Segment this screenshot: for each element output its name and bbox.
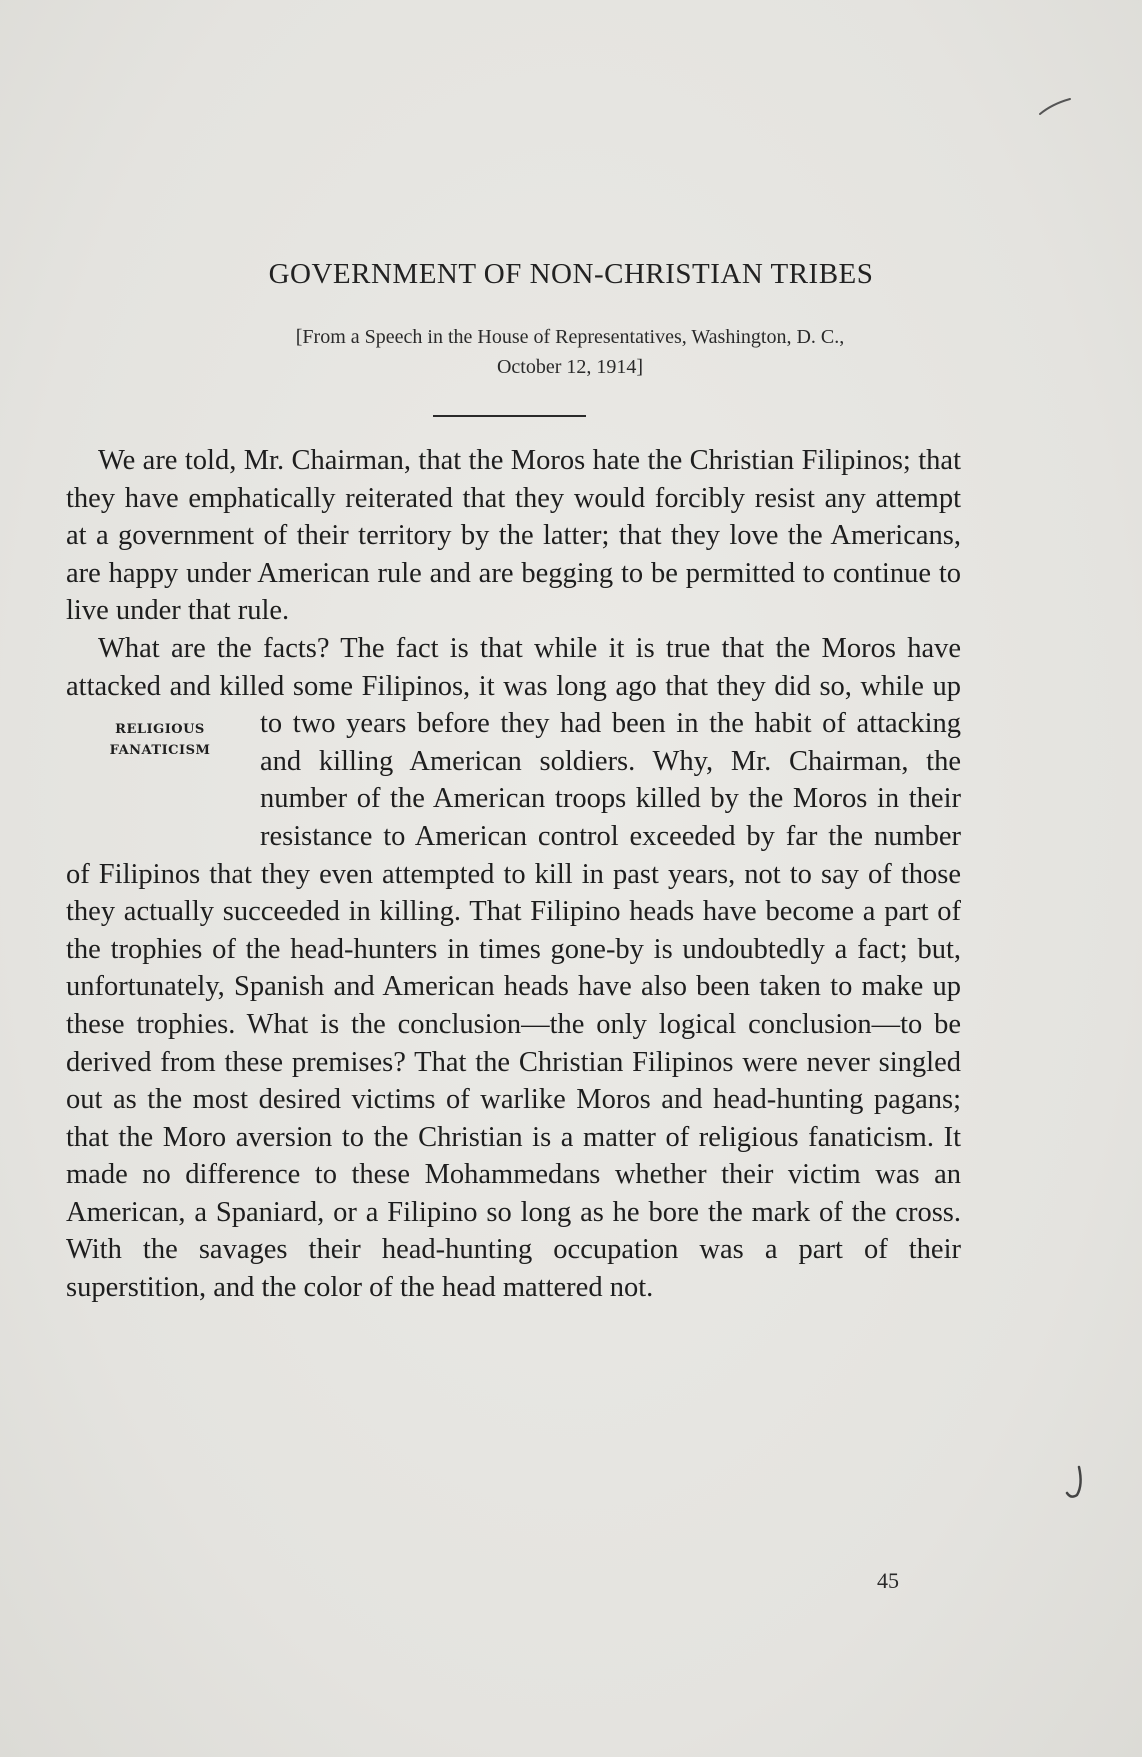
margin-note-line-1: RELIGIOUS	[115, 722, 205, 738]
paragraph-2-continued: they had been in the habit of attacking and killing American soldiers. Why, Mr. Chairman, the number of the American troops killed by the Moros in their resistance to American control exceeded by far the number of Filipinos that they even attempted to kill in past years, not to say of those they actually succeeded in killing. That Filipino heads have become a part of the trophies of the head-hunters in times gone-by is undoubtedly a fact; but, unfortunately, Spanish and American heads have also been taken to make up these trophies. What is the conclusion—the only logical conclusion—to be derived from these premises? That the Christian Filipinos were never singled out as the most desired victims of warlike Moros and head-hunting pagans; that the Moro aversion to the Christian is a matter of religious fanaticism. It made no difference to these Mohammedans whether their victim was an American, a Spaniard, or a Filipino so long as he bore the mark of the cross. With the savages their head-hunting occupation was a part of their superstition, and the color of the head mattered not.	[66, 708, 961, 1304]
pencil-mark	[1038, 96, 1072, 118]
title-divider	[433, 415, 586, 417]
paragraph-1: We are told, Mr. Chairman, that the Moros hate the Christian Filipinos; that they have emphatically reiterated that they would forcibly resist any attempt at a government of their territory by the latter; that they love the Americans, are happy under American rule and are begging to be permitted to continue to live under that rule.	[66, 445, 961, 627]
paragraph-2	[66, 630, 961, 1307]
page-number: 45	[877, 1568, 899, 1593]
source-note-line-1: [From a Speech in the House of Representatives, Washington, D. C.,	[295, 326, 845, 348]
paragraph-2-text: What are the facts? The fact is that while it is true that the Moros have attacked and killed some Filipinos, it was long ago that they did so, while up to two years before	[66, 632, 961, 740]
margin-note-line-2: FANATICISM	[109, 743, 211, 759]
pencil-mark	[1063, 1463, 1087, 1503]
body-text	[66, 442, 961, 1307]
source-note	[100, 322, 1040, 382]
source-note-line-2: October 12, 1914]	[496, 356, 644, 378]
page-title: GOVERNMENT OF NON-CHRISTIAN TRIBES	[268, 258, 874, 290]
margin-note	[60, 711, 260, 824]
